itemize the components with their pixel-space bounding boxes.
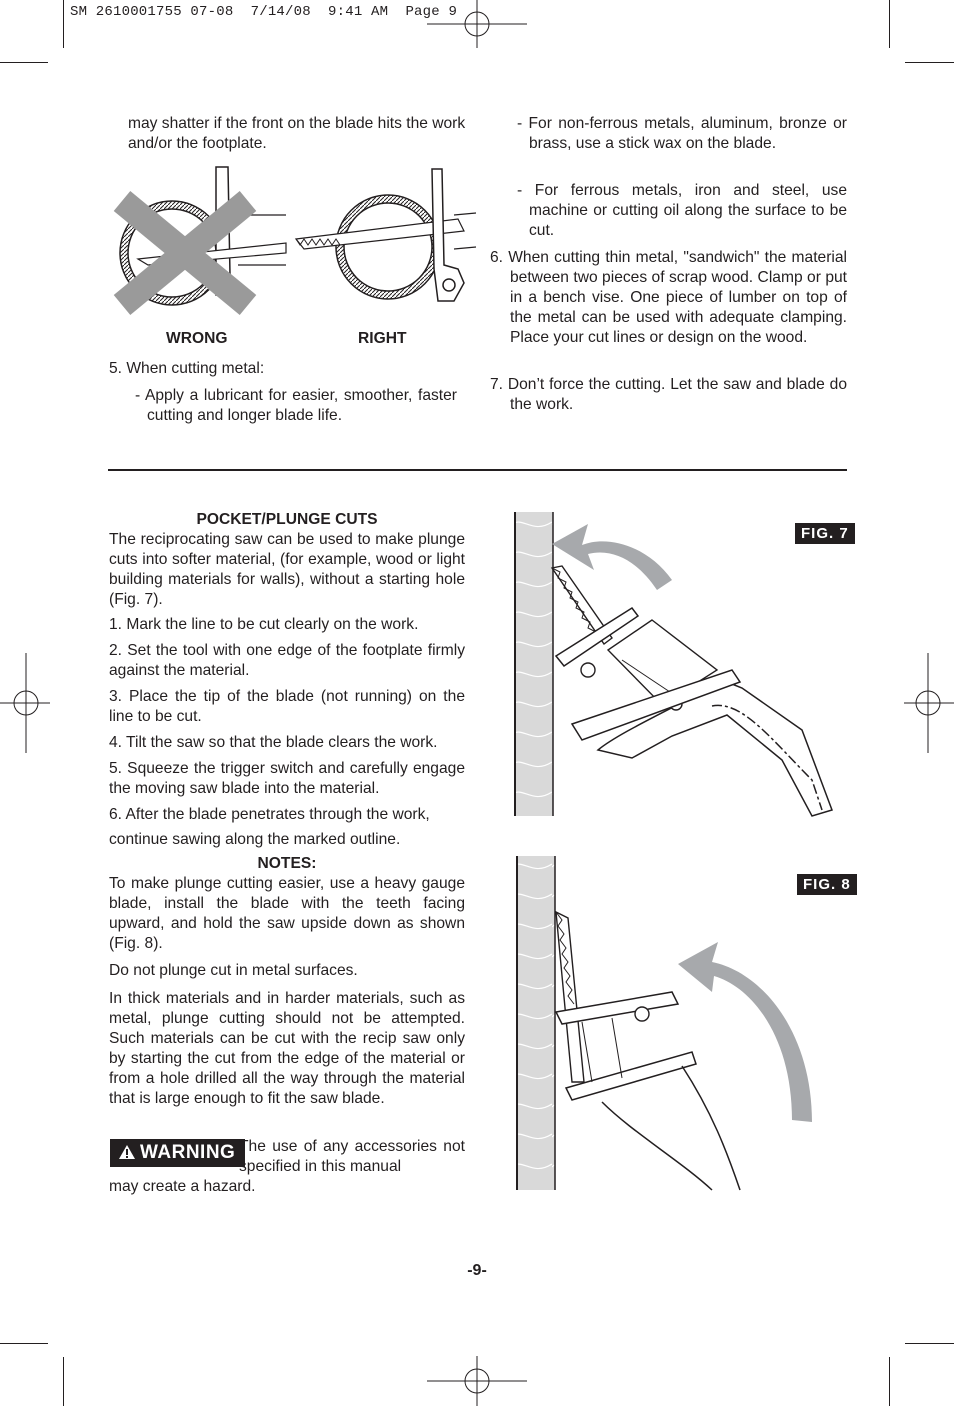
- label-right: RIGHT: [358, 330, 407, 347]
- page-number: -9-: [467, 1262, 487, 1279]
- notes-heading: NOTES:: [257, 855, 317, 872]
- step-5-heading: 5. When cutting metal:: [109, 360, 265, 377]
- note-1: To make plunge cutting easier, use a heavy gauge blade, install the blade with the teeth facing upward, and hold the saw upside down as shown (Fig. 8).: [109, 875, 465, 952]
- label-wrong: WRONG: [166, 330, 228, 347]
- pocket-intro: The reciprocating saw can be used to make plunge cuts into softer material, (for example, wood or light building materials for walls), without a starting hole (Fig. 7).: [109, 531, 465, 608]
- pocket-step-6: 6. After the blade penetrates through the work,: [109, 806, 430, 823]
- pocket-plunge-heading: POCKET/PLUNGE CUTS: [196, 511, 378, 528]
- pocket-steps: [109, 615, 465, 1109]
- pocket-step-5: 5. Squeeze the trigger switch and carefully engage the moving saw blade into the material.: [109, 760, 465, 797]
- fig-7-label: FIG. 7: [795, 523, 855, 544]
- step-5-bullet: - Apply a lubricant for easier, smoother, faster cutting and longer blade life.: [135, 387, 457, 424]
- fig-7-illustration: [512, 510, 852, 820]
- pocket-step-4: 4. Tilt the saw so that the blade clears the work.: [109, 734, 438, 751]
- wall-section-fig8: [517, 856, 555, 1190]
- step-6: 6. When cutting thin metal, "sandwich" the material between two pieces of scrap wood. Clamp or put in a bench vise. One piece of lumber on top of the metal can be used with adequate clamping. Place your cut lines or design on the wood.: [490, 249, 847, 346]
- warning-label: WARNING: [140, 1142, 236, 1163]
- bullet-non-ferrous: - For non-ferrous metals, aluminum, bronze or brass, use a stick wax on the blade.: [517, 115, 847, 152]
- fig-8-illustration: [512, 852, 852, 1197]
- pocket-step-1: 1. Mark the line to be cut clearly on the work.: [109, 616, 419, 633]
- pocket-step-6-continued: continue sawing along the marked outline.: [109, 831, 401, 848]
- pocket-step-2: 2. Set the tool with one edge of the footplate firmly against the material.: [109, 642, 465, 679]
- pocket-step-3: 3. Place the tip of the blade (not running) on the line to be cut.: [109, 688, 465, 725]
- warning-badge: [110, 1139, 245, 1167]
- right-pipe-drawing: [296, 169, 476, 301]
- bullet-ferrous: - For ferrous metals, iron and steel, use machine or cutting oil along the surface to be cut.: [517, 182, 847, 239]
- wall-section: [515, 512, 553, 816]
- wrong-right-pipe-illustration: [108, 165, 478, 325]
- note-2: Do not plunge cut in metal surfaces.: [109, 962, 358, 979]
- warning-text: The use of any accessories not specified in this manual: [239, 1138, 465, 1175]
- note-3: In thick materials and in harder materials, such as metal, plunge cutting should not be attempted. Such materials can be cut with the recip saw only by starting the cut from the edge of the material or from a hole drilled all the way through the material that is large enough to fit the saw blade.: [109, 990, 465, 1107]
- header-slug: SM 2610001755 07-08 7/14/08 9:41 AM Page 9: [70, 4, 458, 20]
- warning-triangle-icon: [118, 1144, 136, 1160]
- section-divider: [108, 469, 847, 471]
- rotate-up-arrow-icon: [678, 942, 812, 1122]
- fig-8-label: FIG. 8: [797, 874, 857, 895]
- step-7: 7. Don’t force the cutting. Let the saw and blade do the work.: [490, 376, 847, 413]
- blade-shatter-warning: may shatter if the front on the blade hits the work and/or the footplate.: [128, 115, 466, 152]
- warning-text-continued: may create a hazard.: [109, 1178, 256, 1195]
